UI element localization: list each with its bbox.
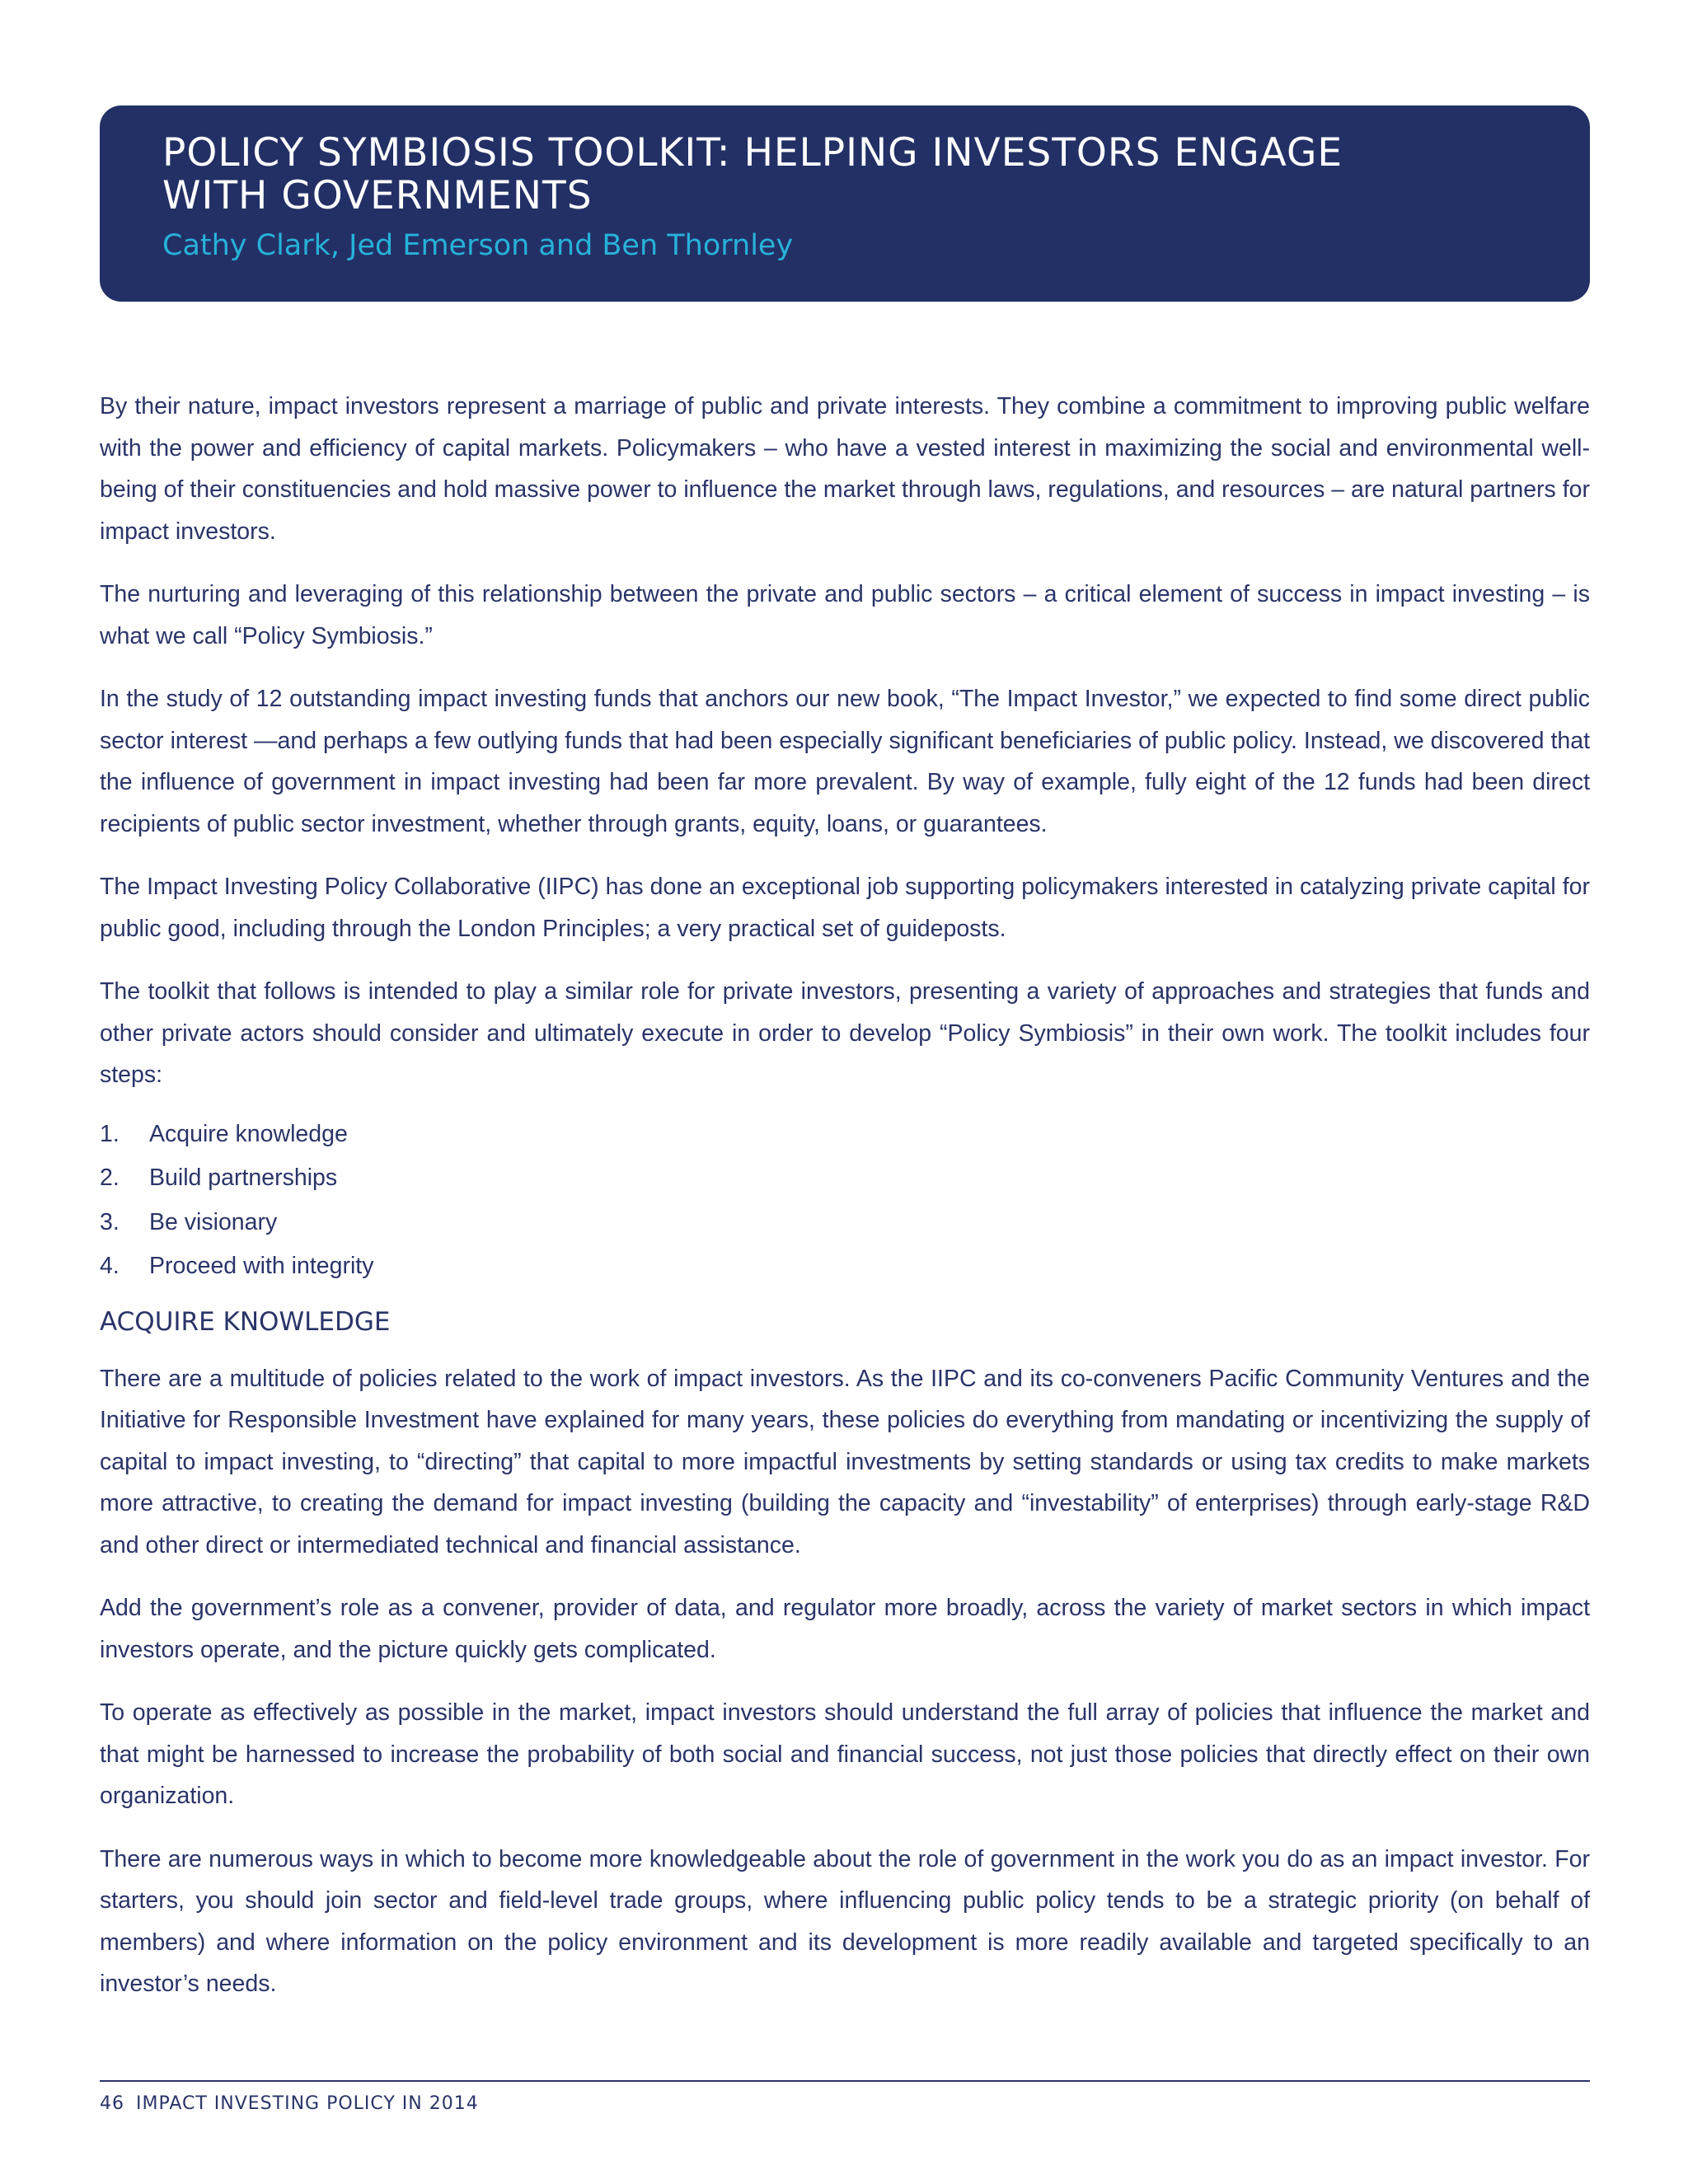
page-title [162,132,1527,218]
paragraph-intro-5: The toolkit that follows is intended to play a similar role for private investors, presenting a variety of approaches and strategies that funds and other private actors should consider and ultimately execute in order to develop “Policy Symbiosis” in their own work. The toolkit includes four steps: [100,978,1590,1088]
list-item-label: Proceed with integrity [149,1253,374,1279]
page-number: 46 [100,2093,124,2114]
list-item [100,1113,1590,1157]
list-item-label: Build partnerships [149,1165,338,1191]
article-body [100,386,1590,2027]
list-item-label: Acquire knowledge [149,1120,348,1147]
paragraph-section-1: There are a multitude of policies related to the work of impact investors. As the IIPC and its co-conveners Pacific Community Ventures and the Initiative for Responsible Investment have explained for many years, these policies do everything from mandating or incentivizing the supply of capital to impact investing, to “directing” that capital to more impactful investments by setting standards or using tax credits to make markets more attractive, to creating the demand for impact investing (building the capacity and “investability” of enterprises) through early-stage R&D and other direct or intermediated technical and financial assistance. [100,1365,1590,1558]
paragraph-intro-2: The nurturing and leveraging of this relationship between the private and public sectors – a critical element of success in impact investing – is what we call “Policy Symbiosis.” [100,581,1590,649]
title-banner [100,105,1590,302]
list-item [100,1244,1590,1289]
footer-divider [100,2080,1590,2082]
list-item [100,1156,1590,1201]
list-item [100,1201,1590,1245]
list-item-number: 3. [100,1208,120,1235]
section-heading-acquire-knowledge: ACQUIRE KNOWLEDGE [100,1306,391,1337]
paragraph-section-4: There are numerous ways in which to become more knowledgeable about the role of government in the work you do as an impact investor. For starters, you should join sector and field-level trade groups, where influencing public policy tends to be a strategic priority (on behalf of members) and where information on the policy environment and its development is more readily available and targeted specifically to an investor’s needs. [100,1845,1590,1997]
paragraph-intro-3: In the study of 12 outstanding impact investing funds that anchors our new book, “The Impact Investor,” we expected to find some direct public sector interest —and perhaps a few outlying funds that had been especially significant beneficiaries of public policy. Instead, we discovered that the influence of government in impact investing had been far more prevalent. By way of example, fully eight of the 12 funds had been direct recipients of public sector investment, whether through grants, equity, loans, or guarantees. [100,686,1590,837]
list-item-number: 1. [100,1120,120,1147]
paragraph-section-2: Add the government’s role as a convener, provider of data, and regulator more broadly, across the variety of market sectors in which impact investors operate, and the picture quickly gets complicated. [100,1595,1590,1663]
list-item-label: Be visionary [149,1208,278,1235]
authors-line: Cathy Clark, Jed Emerson and Ben Thornley [162,229,794,262]
page-footer [100,2093,479,2114]
list-item-number: 2. [100,1165,120,1191]
page-title-line-2: WITH GOVERNMENTS [162,173,593,218]
toolkit-steps-list [100,1113,1590,1289]
publication-name: IMPACT INVESTING POLICY IN 2014 [136,2093,479,2114]
page-title-line-1: POLICY SYMBIOSIS TOOLKIT: HELPING INVESTORS ENGAGE [162,130,1343,176]
paragraph-intro-1: By their nature, impact investors represent a marriage of public and private interests. They combine a commitment to improving public welfare with the power and efficiency of capital markets. Policymakers – who have a vested interest in maximizing the social and environmental well-being of their constituencies and hold massive power to influence the market through laws, regulations, and resources – are natural partners for impact investors. [100,393,1590,545]
paragraph-section-3: To operate as effectively as possible in the market, impact investors should understand the full array of policies that influence the market and that might be harnessed to increase the probability of both social and financial success, not just those policies that directly effect on their own organization. [100,1699,1590,1809]
paragraph-intro-4: The Impact Investing Policy Collaborative (IIPC) has done an exceptional job supporting policymakers interested in catalyzing private capital for public good, including through the London Principles; a very practical set of guideposts. [100,874,1590,942]
list-item-number: 4. [100,1253,120,1279]
